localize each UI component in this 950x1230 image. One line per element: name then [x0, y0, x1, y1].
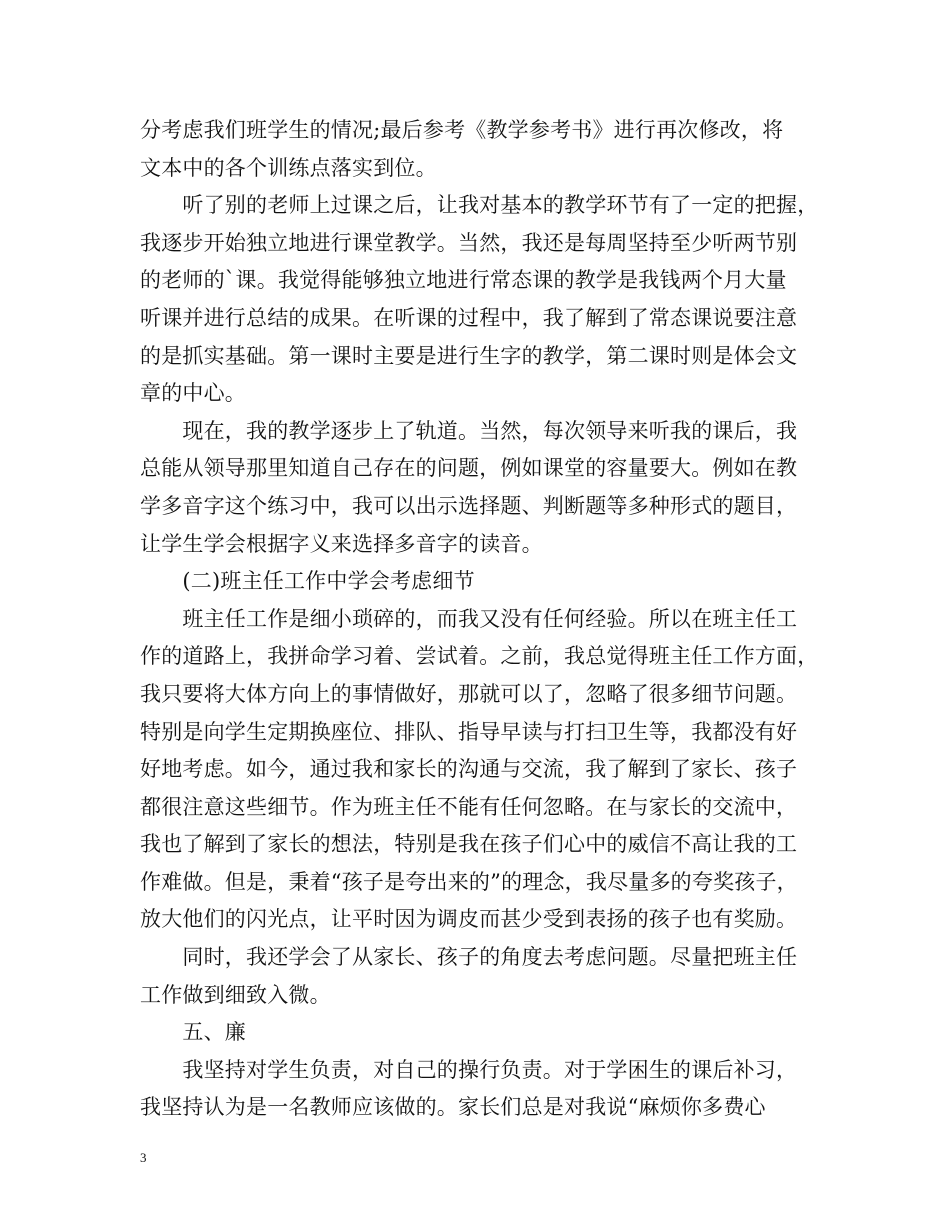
page-number: 3: [140, 1150, 147, 1165]
paragraph-1: 分考虑我们班学生的情况;最后参考《教学参考书》进行再次修改，将 文本中的各个训练点落实到位。: [140, 118, 784, 180]
body-text: [140, 112, 820, 1127]
section-heading-class-teacher: (二)班主任工作中学会考虑细节: [140, 569, 475, 594]
paragraph-6: 同时，我还学会了从家长、孩子的角度去考虑问题。尽量把班主任 工作做到细致入微。: [140, 945, 798, 1007]
paragraph-8: 我坚持对学生负责，对自己的操行负责。对于学困生的课后补习， 我坚持认为是一名教师应该做的。家长们总是对我说“麻烦你多费心: [140, 1057, 798, 1120]
paragraph-3: 现在，我的教学逐步上了轨道。当然，每次领导来听我的课后，我 总能从领导那里知道自己存在的问题，例如课堂的容量要大。例如在教 学多音字这个练习中，我可以出示选择题、判断题等多种形式的题目， 让学生学会根据字义来选择多音字的读音。: [140, 418, 798, 556]
section-heading-integrity: 五、廉: [140, 1020, 246, 1045]
paragraph-2: 听了别的老师上过课之后，让我对基本的教学环节有了一定的把握， 我逐步开始独立地进行课堂教学。当然，我还是每周坚持至少听两节别 的老师的`课。我觉得能够独立地进行常态课的教学是我钱两个月大量 听课并进行总结的成果。在听课的过程中，我了解到了常态课说要注意 的是抓实基础。第一课时主要是进行生字的教学，第二课时则是体会文 章的中心。: [140, 193, 819, 406]
paragraph-5: 班主任工作是细小琐碎的，而我又没有任何经验。所以在班主任工 作的道路上，我拼命学习着、尝试着。之前，我总觉得班主任工作方面， 我只要将大体方向上的事情做好，那就可以了，忽略了很多细节问题。 特别是向学生定期换座位、排队、指导早读与打扫卫生等，我都没有好 好地考虑。如今，通过我和家长的沟通与交流，我了解到了家长、孩子 都很注意这些细节。作为班主任不能有任何忽略。在与家长的交流中， 我也了解到了家长的想法，特别是我在孩子们心中的威信不高让我的工 作难做。但是，秉着“孩子是夸出来的”的理念，我尽量多的夸奖孩子， 放大他们的闪光点，让平时因为调皮而甚少受到表扬的孩子也有奖励。: [140, 606, 819, 932]
